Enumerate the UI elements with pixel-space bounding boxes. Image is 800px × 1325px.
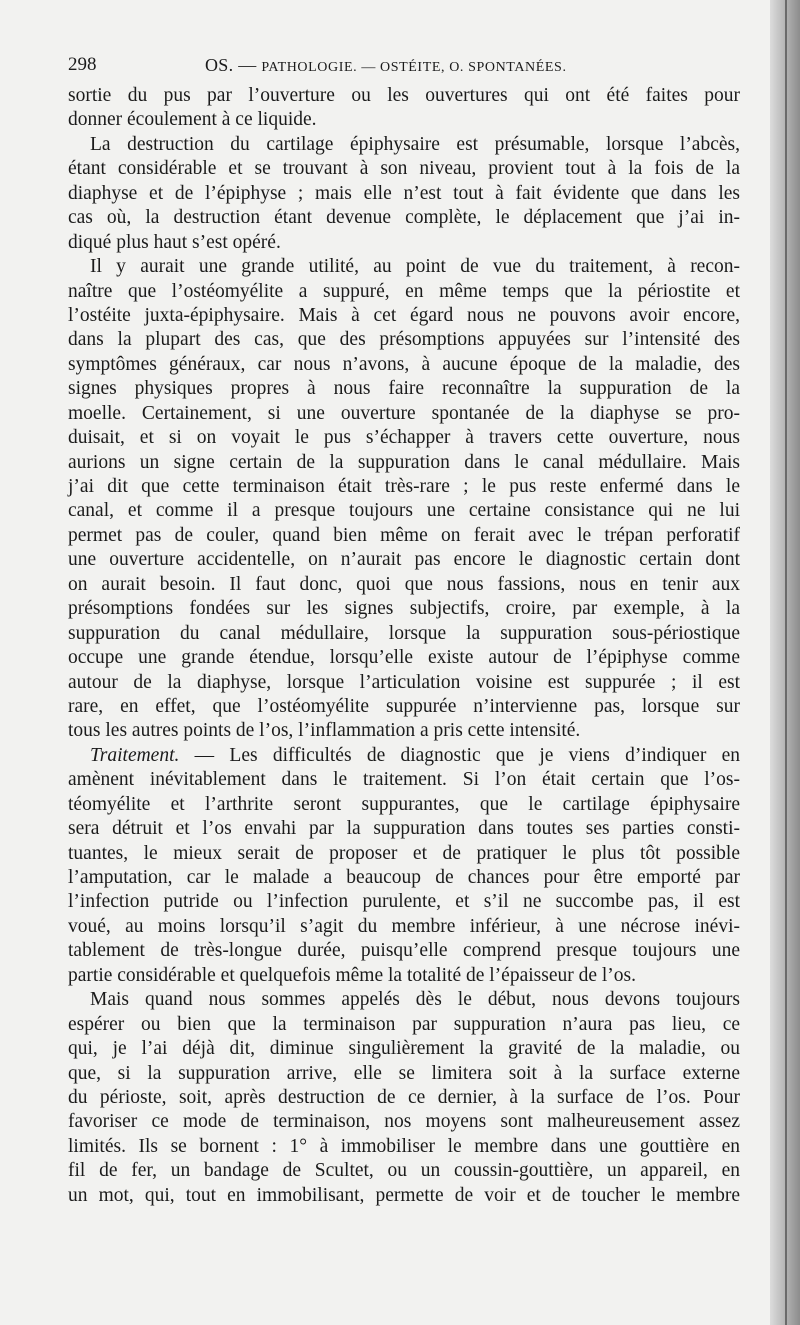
line-text: sortie du pus par l’ouverture ou les ouvertures qui ont été faites pour bbox=[68, 85, 740, 106]
text-line bbox=[68, 915, 740, 939]
line-text: favoriser ce mode de terminaison, nos moyens sont malheureusement assez bbox=[68, 1111, 740, 1133]
line-text: diaphyse et de l’épiphyse ; mais elle n’est tout à fait évidente que dans les bbox=[68, 182, 740, 204]
text-line bbox=[68, 133, 740, 157]
line-text: cas où, la destruction étant devenue complète, le déplacement que j’ai in- bbox=[68, 207, 740, 229]
line-text: que, si la suppuration arrive, elle se limitera soit à la surface externe bbox=[68, 1062, 740, 1084]
paragraph bbox=[68, 84, 740, 133]
text-line bbox=[68, 304, 740, 328]
line-text: Mais quand nous sommes appelés dès le début, nous devons toujours bbox=[90, 989, 740, 1011]
line-text: symptômes généraux, car nous n’avons, à aucune époque de la maladie, des bbox=[68, 353, 740, 375]
line-text: moelle. Certainement, si une ouverture spontanée de la diaphyse se pro- bbox=[68, 402, 740, 424]
text-line bbox=[68, 255, 740, 279]
text-line bbox=[68, 377, 740, 401]
text-line bbox=[68, 1037, 740, 1061]
text-line bbox=[68, 548, 740, 572]
line-text: une ouverture accidentelle, on n’aurait pas encore le diagnostic certain dont bbox=[68, 549, 740, 571]
line-text: signes physiques propres à nous faire reconnaître la suppuration de la bbox=[68, 378, 740, 400]
line-text: tous les autres points de l’os, l’inflammation a pris cette intensité. bbox=[68, 720, 581, 742]
running-head-title: PATHOLOGIE. — OSTÉITE, O. SPONTANÉES. bbox=[261, 60, 567, 75]
text-line bbox=[68, 353, 740, 377]
text-line bbox=[68, 622, 740, 646]
page-edge-line bbox=[785, 0, 787, 1325]
text-line bbox=[68, 328, 740, 352]
line-text: tuantes, le mieux serait de proposer et de pratiquer le plus tôt possible bbox=[68, 842, 740, 864]
paragraph bbox=[68, 255, 740, 744]
text-line bbox=[68, 84, 740, 108]
text-line bbox=[68, 573, 740, 597]
line-text: du périoste, soit, après destruction de ce dernier, à la surface de l’os. Pour bbox=[68, 1086, 740, 1108]
paragraph bbox=[68, 744, 740, 988]
line-text: étant considérable et se trouvant à son niveau, provient tout à la fois de la bbox=[68, 158, 740, 180]
line-text: naître que l’ostéomyélite a suppuré, en même temps que la périostite et bbox=[68, 280, 740, 302]
text-line bbox=[68, 231, 740, 255]
running-head bbox=[205, 52, 567, 81]
line-text: duisait, et si on voyait le pus s’échapper à travers cette ouverture, nous bbox=[68, 427, 740, 449]
line-text: l’infection putride ou l’infection purulente, et s’il ne succombe pas, il est bbox=[68, 891, 740, 913]
line-text: j’ai dit que cette terminaison était très-rare ; le pus reste enfermé dans le bbox=[68, 476, 740, 497]
text-line bbox=[68, 426, 740, 450]
text-line bbox=[68, 939, 740, 963]
paragraph bbox=[68, 988, 740, 1208]
running-head-prefix: OS. — bbox=[205, 55, 262, 75]
page-header bbox=[68, 52, 740, 78]
line-text: — Les difficultés de diagnostic que je viens d’indiquer en bbox=[179, 744, 740, 766]
line-text: Il y aurait une grande utilité, au point de vue du traitement, à recon- bbox=[90, 256, 740, 278]
text-line bbox=[68, 793, 740, 817]
text-line bbox=[68, 1135, 740, 1159]
line-text: canal, et comme il a presque toujours une certaine consistance qui ne lui bbox=[68, 500, 740, 522]
text-line bbox=[68, 671, 740, 695]
text-line bbox=[68, 1013, 740, 1037]
line-text: téomyélite et l’arthrite seront suppurantes, que le cartilage épiphysaire bbox=[68, 793, 740, 815]
line-text: occupe une grande étendue, lorsqu’elle existe autour de l’épiphyse comme bbox=[68, 647, 740, 669]
text-line bbox=[68, 646, 740, 670]
text-line bbox=[68, 1062, 740, 1086]
body-text bbox=[68, 84, 740, 1208]
line-text: suppuration du canal médullaire, lorsque la suppuration sous-périostique bbox=[68, 622, 740, 644]
line-text: un mot, qui, tout en immobilisant, permette de voir et de toucher le membre bbox=[68, 1184, 740, 1206]
text-line bbox=[68, 719, 740, 743]
line-text: partie considérable et quelquefois même la totalité de l’épaisseur de l’os. bbox=[68, 964, 636, 986]
text-line bbox=[68, 597, 740, 621]
text-line bbox=[68, 744, 740, 768]
line-text: l’ostéite juxta-épiphysaire. Mais à cet égard nous ne pouvons avoir encore, bbox=[68, 304, 740, 326]
text-line bbox=[68, 451, 740, 475]
line-text: tablement de très-longue durée, puisqu’elle comprend presque toujours une bbox=[68, 940, 740, 962]
text-line bbox=[68, 988, 740, 1012]
line-text: aurions un signe certain de la suppuration dans le canal médullaire. Mais bbox=[68, 451, 740, 473]
text-line bbox=[68, 182, 740, 206]
line-text: on aurait besoin. Il faut donc, quoi que nous fassions, nous en tenir aux bbox=[68, 573, 740, 595]
text-line bbox=[68, 157, 740, 181]
text-line bbox=[68, 866, 740, 890]
text-line bbox=[68, 817, 740, 841]
page-number: 298 bbox=[68, 54, 97, 75]
text-line bbox=[68, 108, 740, 132]
text-line bbox=[68, 475, 740, 499]
line-text: La destruction du cartilage épiphysaire est présumable, lorsque l’abcès, bbox=[90, 133, 740, 155]
text-line bbox=[68, 280, 740, 304]
text-line bbox=[68, 1086, 740, 1110]
line-text: dans la plupart des cas, que des présomptions appuyées sur l’intensité des bbox=[68, 329, 740, 351]
line-text: fil de fer, un bandage de Scultet, ou un coussin-gouttière, un appareil, en bbox=[68, 1160, 740, 1182]
text-line bbox=[68, 890, 740, 914]
text-line bbox=[68, 402, 740, 426]
text-line bbox=[68, 206, 740, 230]
line-text: donner écoulement à ce liquide. bbox=[68, 109, 317, 131]
line-text: rare, en effet, que l’ostéomyélite suppurée n’intervienne pas, lorsque sur bbox=[68, 695, 740, 717]
text-line bbox=[68, 695, 740, 719]
text-line bbox=[68, 1159, 740, 1183]
text-line bbox=[68, 842, 740, 866]
text-line bbox=[68, 768, 740, 792]
text-line bbox=[68, 524, 740, 548]
line-text: permet pas de couler, quand bien même on ferait avec le trépan perforatif bbox=[68, 524, 740, 546]
paragraph bbox=[68, 133, 740, 255]
text-line bbox=[68, 1110, 740, 1134]
text-line bbox=[68, 964, 740, 988]
line-text: diqué plus haut s’est opéré. bbox=[68, 231, 281, 253]
section-heading: Traitement. bbox=[90, 744, 180, 766]
line-text: présomptions fondées sur les signes subjectifs, croire, par exemple, à la bbox=[68, 598, 740, 620]
line-text: qui, je l’ai déjà dit, diminue singulièrement la gravité de la maladie, ou bbox=[68, 1038, 740, 1060]
line-text: limités. Ils se bornent : 1° à immobiliser le membre dans une gouttière en bbox=[68, 1135, 740, 1157]
text-line bbox=[68, 499, 740, 523]
line-text: l’amputation, car le malade a beaucoup de chances pour être emporté par bbox=[68, 867, 740, 888]
line-text: sera détruit et l’os envahi par la suppuration dans toutes ses parties consti- bbox=[68, 818, 740, 840]
line-text: amènent inévitablement dans le traitement. Si l’on était certain que l’os- bbox=[68, 769, 740, 791]
line-text: espérer ou bien que la terminaison par suppuration n’aura pas lieu, ce bbox=[68, 1013, 740, 1035]
line-text: autour de la diaphyse, lorsque l’articulation voisine est suppurée ; il est bbox=[68, 671, 740, 693]
text-line bbox=[68, 1184, 740, 1208]
line-text: voué, au moins lorsqu’il s’agit du membre inférieur, à une nécrose inévi- bbox=[68, 915, 740, 937]
